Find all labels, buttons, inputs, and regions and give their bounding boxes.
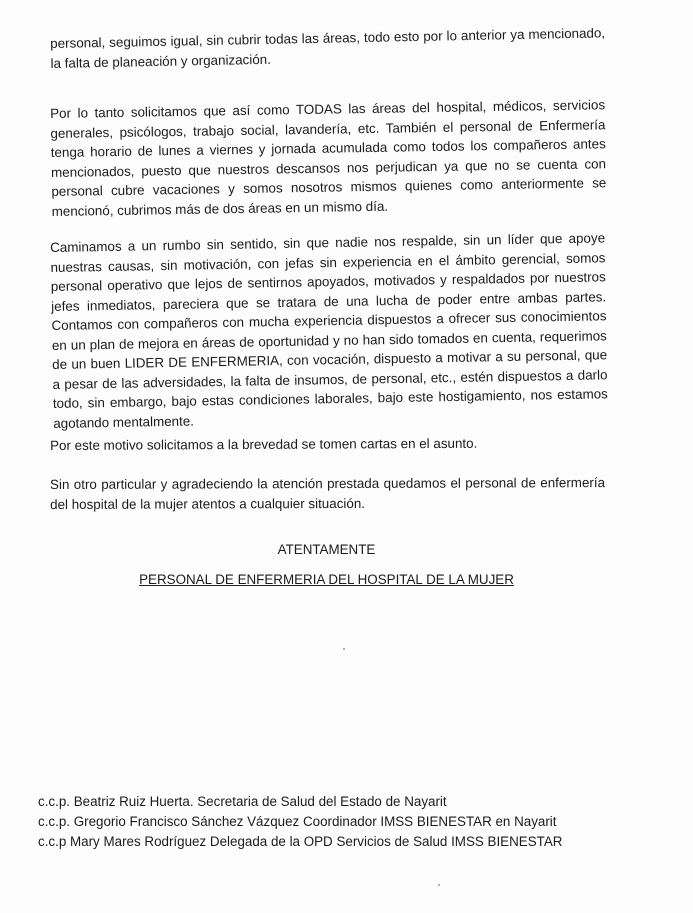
- paragraph-4: Por este motivo solicitamos a la brevedad se tomen cartas en el asunto.: [50, 435, 478, 453]
- scan-speck: [343, 648, 345, 650]
- ccp-item: c.c.p Mary Mares Rodríguez Delegada de la OPD Servicios de Salud IMSS BIENESTAR: [38, 834, 563, 849]
- ccp-item: c.c.p. Beatriz Ruiz Huerta. Secretaria de Salud del Estado de Nayarit: [38, 794, 447, 809]
- paragraph-2: Por lo tanto solicitamos que así como TODAS las áreas del hospital, médicos, servicios generales, psicólogos, trabajo social, lavandería, etc. También el personal de Enfermería tenga horario de lunes a viernes y jornada acumulada como todos los compañeros antes mencionados, puesto que nuestros descansos nos perjudican ya que no se cuenta con personal cubre vacaciones y somos nosotros mismos quienes como anteriormente se mencionó, cubrimos más de dos áreas en un mismo día.: [50, 97, 607, 219]
- paragraph-5: Sin otro particular y agradeciendo la atención prestada quedamos el personal de enfermería del hospital de la mujer atentos a cualquier situación.: [50, 475, 606, 512]
- ccp-item: c.c.p. Gregorio Francisco Sánchez Vázquez Coordinador IMSS BIENESTAR en Nayarit: [38, 814, 557, 829]
- carbon-copy-list: [38, 792, 658, 852]
- paragraph-3: Caminamos a un rumbo sin sentido, sin que nadie nos respalde, sin un líder que apoye nuestras causas, sin motivación, con jefas sin experiencia en el ámbito gerencial, somos personal operativo que lejos de sentirnos apoyados, motivados y respaldados por nuestros jefes inmediatos, pareciera que se tratara de una lucha de poder entre ambas partes. Contamos con compañeros con mucha experiencia dispuestos a ofrecer sus conocimientos en un plan de mejora en áreas de oportunidad y no han sido tomados en cuenta, requerimos de un buen LIDER DE ENFERMERIA, con vocación, dispuesto a motivar a su personal, que a pesar de las adversidades, la falta de insumos, de personal, etc., estén dispuestos a darlo todo, sin embargo, bajo estas condiciones laborales, bajo este hostigamiento, nos estamos agotando mentalmente.: [50, 230, 608, 431]
- closing-salutation: ATENTAMENTE: [277, 542, 376, 557]
- paragraph-1: personal, seguimos igual, sin cubrir todas las áreas, todo esto por lo anterior ya mencionado, la falta de planeación y organización.: [50, 25, 606, 71]
- sender-signature-line: PERSONAL DE ENFERMERIA DEL HOSPITAL DE LA MUJER: [139, 572, 514, 587]
- scan-speck: [438, 884, 440, 886]
